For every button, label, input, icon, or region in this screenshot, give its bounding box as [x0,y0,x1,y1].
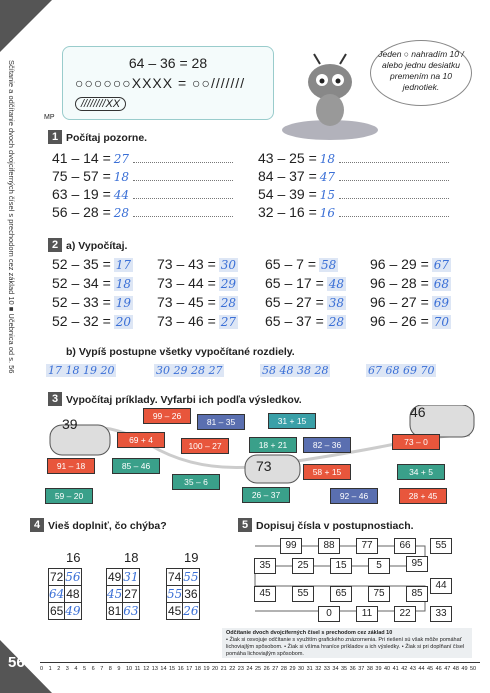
exercise-answer: 16 [319,206,336,220]
ruler-label: 13 [151,666,158,672]
hint-equation: 64 – 36 = 28 [128,55,208,71]
ruler-label: 27 [272,666,279,672]
house-cell[interactable]: 72 [49,570,64,584]
answer-line [133,180,233,181]
expression-chip[interactable]: 100 – 27 [181,438,229,454]
exercise-row [157,256,238,272]
exercise-row [52,150,233,166]
exercise-expression: 52 – 35 = [52,256,111,272]
exercise-row [258,168,449,184]
section-2-columns [52,256,482,336]
note-title: Odčítanie dvoch dvojciferných čísel s prechodom cez základ 10 [226,630,393,636]
expression-chip[interactable]: 59 – 20 [45,488,93,504]
exercise-answer: 18 [113,170,130,184]
ruler-label: 41 [392,666,399,672]
exercise-answer: 68 [433,277,450,291]
exercise-row [265,313,346,329]
house-cell[interactable]: 49 [65,604,81,618]
sequence-box[interactable]: 99 [280,538,302,554]
difference-group: 17 18 19 20 [48,364,115,377]
exercise-answer: 15 [319,188,336,202]
ruler-label: 17 [186,666,193,672]
expression-chip[interactable]: 69 + 4 [117,432,165,448]
ruler-label: 39 [375,666,382,672]
exercise-expression: 52 – 33 = [52,294,111,310]
house-grid [106,568,140,620]
ruler-label: 12 [143,666,150,672]
number-ruler [40,662,480,683]
ruler-label: 44 [418,666,425,672]
exercise-row [370,256,451,272]
exercise-answer: 18 [319,152,336,166]
exercise-expression: 41 – 14 = [52,150,111,166]
sequence-box[interactable]: 44 [430,578,452,594]
answer-line [339,198,449,199]
ruler-label: 32 [315,666,322,672]
sequence-box[interactable]: 15 [330,558,352,574]
section-number: 5 [238,518,252,532]
exercise-answer: 44 [113,188,130,202]
house-cell[interactable]: 45 [167,604,182,618]
section-2b-answers [46,364,476,382]
section-number: 3 [48,392,62,406]
exercise-expression: 56 – 28 = [52,204,111,220]
exercise-row [52,294,133,310]
bee-illustration [280,52,380,142]
exercise-answer: 28 [220,296,237,310]
section-title: Vieš doplniť, čo chýba? [48,520,167,532]
ruler-label: 0 [40,666,44,672]
exercise-expression: 63 – 19 = [52,186,111,202]
expression-chip[interactable]: 81 – 35 [197,414,245,430]
expression-chip[interactable]: 92 – 46 [330,488,378,504]
expression-chip[interactable]: 28 + 45 [399,488,447,504]
answer-line [339,162,449,163]
exercise-expression: 52 – 32 = [52,313,111,329]
ruler-label: 38 [366,666,373,672]
exercise-row [265,256,338,272]
exercise-answer: 19 [115,296,132,310]
car-left-number: 39 [62,416,78,432]
answer-line [133,198,233,199]
section-title: Počítaj pozorne. [66,132,148,144]
sequence-box[interactable]: 95 [406,556,428,572]
hint-circles: ○○○○○○XXXX = ○○/////// [75,75,246,91]
expression-chip[interactable]: 26 – 37 [242,487,290,503]
ruler-label: 24 [246,666,253,672]
exercise-answer: 29 [220,277,237,291]
ruler-label: 16 [177,666,184,672]
exercise-row [157,294,238,310]
ruler-label: 31 [306,666,313,672]
difference-group: 67 68 69 70 [368,364,435,377]
exercise-expression: 43 – 25 = [258,150,317,166]
sequence-box[interactable]: 33 [430,606,452,622]
sequence-box[interactable]: 0 [318,606,340,622]
sequence-box[interactable]: 75 [368,586,390,602]
ruler-label: 18 [194,666,201,672]
ruler-label: 33 [323,666,330,672]
exercise-row [370,294,451,310]
ruler-label: 4 [74,666,78,672]
house-cell[interactable]: 74 [167,570,182,584]
exercise-answer: 27 [113,152,130,166]
page-number: 56 [8,654,25,671]
house-cell[interactable]: 31 [123,570,139,584]
exercise-expression: 54 – 39 = [258,186,317,202]
ruler-label: 30 [298,666,305,672]
ruler-label: 21 [220,666,227,672]
exercise-answer: 70 [433,315,450,329]
ruler-label: 11 [134,666,141,672]
exercise-expression: 96 – 28 = [370,275,429,291]
sequence-box[interactable]: 85 [406,586,428,602]
exercise-row [265,275,346,291]
ruler-label: 3 [65,666,69,672]
expression-chip[interactable]: 82 – 36 [303,437,351,453]
ruler-label: 25 [255,666,262,672]
expression-chip[interactable]: 58 + 15 [303,464,351,480]
ruler-label: 47 [444,666,451,672]
sequence-box[interactable]: 55 [292,586,314,602]
house-roof-number: 18 [124,550,139,565]
ruler-label: 49 [461,666,468,672]
section-2-header [48,236,127,254]
ruler-label: 23 [237,666,244,672]
house-roof-number: 16 [66,550,81,565]
exercise-answer: 18 [115,277,132,291]
answer-line [133,216,233,217]
sequence-box[interactable]: 55 [430,538,452,554]
exercise-row [52,313,133,329]
expression-chip[interactable]: 34 + 5 [397,464,445,480]
exercise-expression: 32 – 16 = [258,204,317,220]
section-4-header [30,516,167,534]
exercise-expression: 65 – 27 = [265,294,324,310]
exercise-expression: 73 – 46 = [157,313,216,329]
ruler-label: 28 [280,666,287,672]
exercise-answer: 30 [220,258,237,272]
ruler-label: 6 [91,666,95,672]
sequence-box[interactable]: 5 [368,558,390,574]
ruler-label: 2 [57,666,61,672]
section-title: Vypočítaj príklady. Vyfarbi ich podľa výsledkov. [66,394,302,406]
sequence-box[interactable]: 11 [356,606,378,622]
exercise-answer: 48 [328,277,345,291]
expression-chip[interactable]: 73 – 0 [392,434,440,450]
sequence-box[interactable]: 25 [292,558,314,574]
sequence-box[interactable]: 77 [356,538,378,554]
sequence-box[interactable]: 45 [254,586,276,602]
expression-chip[interactable]: 18 + 21 [249,437,297,453]
exercise-answer: 20 [115,315,132,329]
house-cell[interactable]: 56 [65,570,81,584]
exercise-expression: 96 – 26 = [370,313,429,329]
exercise-answer: 28 [113,206,130,220]
car-right-number: 46 [410,404,426,420]
house-cell[interactable]: 48 [66,587,80,601]
ruler-label: 5 [83,666,87,672]
exercise-row [258,204,449,220]
house-cell[interactable]: 45 [107,587,123,601]
car-middle-number: 73 [256,458,272,474]
sequence-box[interactable]: 35 [254,558,276,574]
expression-chip[interactable]: 99 – 26 [143,408,191,424]
section-number: 1 [48,130,62,144]
exercise-answer: 58 [321,258,337,272]
ruler-label: 37 [358,666,365,672]
exercise-expression: 52 – 34 = [52,275,111,291]
expression-chip[interactable]: 91 – 18 [47,458,95,474]
exercise-row [52,275,133,291]
section-2b-title: b) Vypíš postupne všetky vypočítané rozdiely. [66,346,295,358]
house-cell[interactable]: 49 [107,570,122,584]
house-cell[interactable]: 55 [183,570,199,584]
exercise-answer: 28 [328,315,345,329]
ruler-label: 50 [470,666,477,672]
ruler-label: 43 [409,666,416,672]
exercise-expression: 73 – 45 = [157,294,216,310]
house-cell[interactable]: 65 [49,604,64,618]
section-title: Dopisuj čísla v postupnostiach. [256,520,414,532]
house-cell[interactable]: 81 [107,604,122,618]
house-roof-number: 19 [184,550,199,565]
exercise-row [52,256,133,272]
note-text: • Žiak si osvojuje odčítanie s využitím grafického znázornenia. Pri riešení sú však môže pomáhať lichoviajlým spôsobom. • Žiak si všíma hraníce príkladov a ich výsledky. • Žiak si pri doplňaní čísel pomáha lichoviajlým spôsobom. [226,637,465,657]
ruler-label: 22 [229,666,236,672]
exercise-row [370,313,451,329]
exercise-row [52,186,233,202]
ruler-label: 34 [332,666,339,672]
ruler-label: 26 [263,666,270,672]
ruler-label: 9 [117,666,121,672]
ruler-label: 42 [401,666,408,672]
house-cell[interactable]: 36 [184,587,198,601]
ruler-label: 15 [169,666,176,672]
exercise-row [157,313,238,329]
hint-box [62,46,274,120]
sequence-box[interactable]: 88 [318,538,340,554]
mp-label: MP [44,114,55,121]
answer-line [133,162,233,163]
exercise-expression: 96 – 27 = [370,294,429,310]
ruler-label: 29 [289,666,296,672]
difference-group: 58 48 38 28 [262,364,329,377]
ruler-label: 10 [126,666,133,672]
ruler-label: 45 [427,666,434,672]
corner-tab [0,0,52,52]
section-title: a) Vypočítaj. [66,240,128,252]
expression-chip[interactable]: 85 – 46 [112,458,160,474]
teacher-note [222,628,472,658]
exercise-row [52,204,233,220]
exercise-answer: 67 [433,258,450,272]
house-grid [166,568,200,620]
ruler-label: 35 [341,666,348,672]
house-cell[interactable]: 27 [124,587,138,601]
section-5-header [238,516,414,534]
exercise-expression: 75 – 57 = [52,168,111,184]
exercise-row [157,275,238,291]
section-1-header [48,128,147,146]
section-number: 2 [48,238,62,252]
sequence-box[interactable]: 22 [394,606,416,622]
ruler-label: 7 [100,666,104,672]
exercise-expression: 73 – 44 = [157,275,216,291]
difference-group: 30 29 28 27 [156,364,223,377]
answer-line [339,216,449,217]
exercise-answer: 38 [328,296,345,310]
ruler-label: 40 [384,666,391,672]
exercise-row [370,275,451,291]
exercise-answer: 27 [220,315,237,329]
side-text: Sčítanie a odčítanie dvoch dvojciferných čísel s prechodom cez základ 10 ■ Učebnica od s. 56 [7,60,16,374]
exercise-expression: 84 – 37 = [258,168,317,184]
expression-chip[interactable]: 35 – 6 [172,474,220,490]
sequence-box[interactable]: 65 [330,586,352,602]
ruler-label: 20 [212,666,219,672]
house-cell[interactable]: 55 [167,587,183,601]
exercise-expression: 96 – 29 = [370,256,429,272]
exercise-answer: 47 [319,170,336,184]
answer-line [339,180,449,181]
ruler-label: 1 [48,666,52,672]
house-grid [48,568,82,620]
expression-chip[interactable]: 31 + 15 [268,413,316,429]
sequence-box[interactable]: 66 [394,538,416,554]
ruler-label: 36 [349,666,356,672]
exercise-row [52,168,233,184]
ruler-label: 48 [452,666,459,672]
speech-bubble: Jeden ○ nahradím 10 / alebo jednu desiatku premením na 10 jednotiek. [370,40,472,106]
house-cell[interactable]: 26 [183,604,199,618]
house-cell[interactable]: 64 [49,587,65,601]
exercise-expression: 73 – 43 = [157,256,216,272]
ruler-label: 14 [160,666,167,672]
hint-bundle: ////////XX [75,97,126,111]
exercise-row [258,150,449,166]
exercise-expression: 65 – 37 = [265,313,324,329]
ruler-label: 8 [108,666,112,672]
exercise-answer: 69 [433,296,450,310]
ruler-label: 19 [203,666,210,672]
exercise-expression: 65 – 7 = [265,256,316,272]
section-number: 4 [30,518,44,532]
house-cell[interactable]: 63 [123,604,139,618]
exercise-row [265,294,346,310]
exercise-answer: 17 [115,258,132,272]
exercise-row [258,186,449,202]
ruler-label: 46 [435,666,442,672]
exercise-expression: 65 – 17 = [265,275,324,291]
